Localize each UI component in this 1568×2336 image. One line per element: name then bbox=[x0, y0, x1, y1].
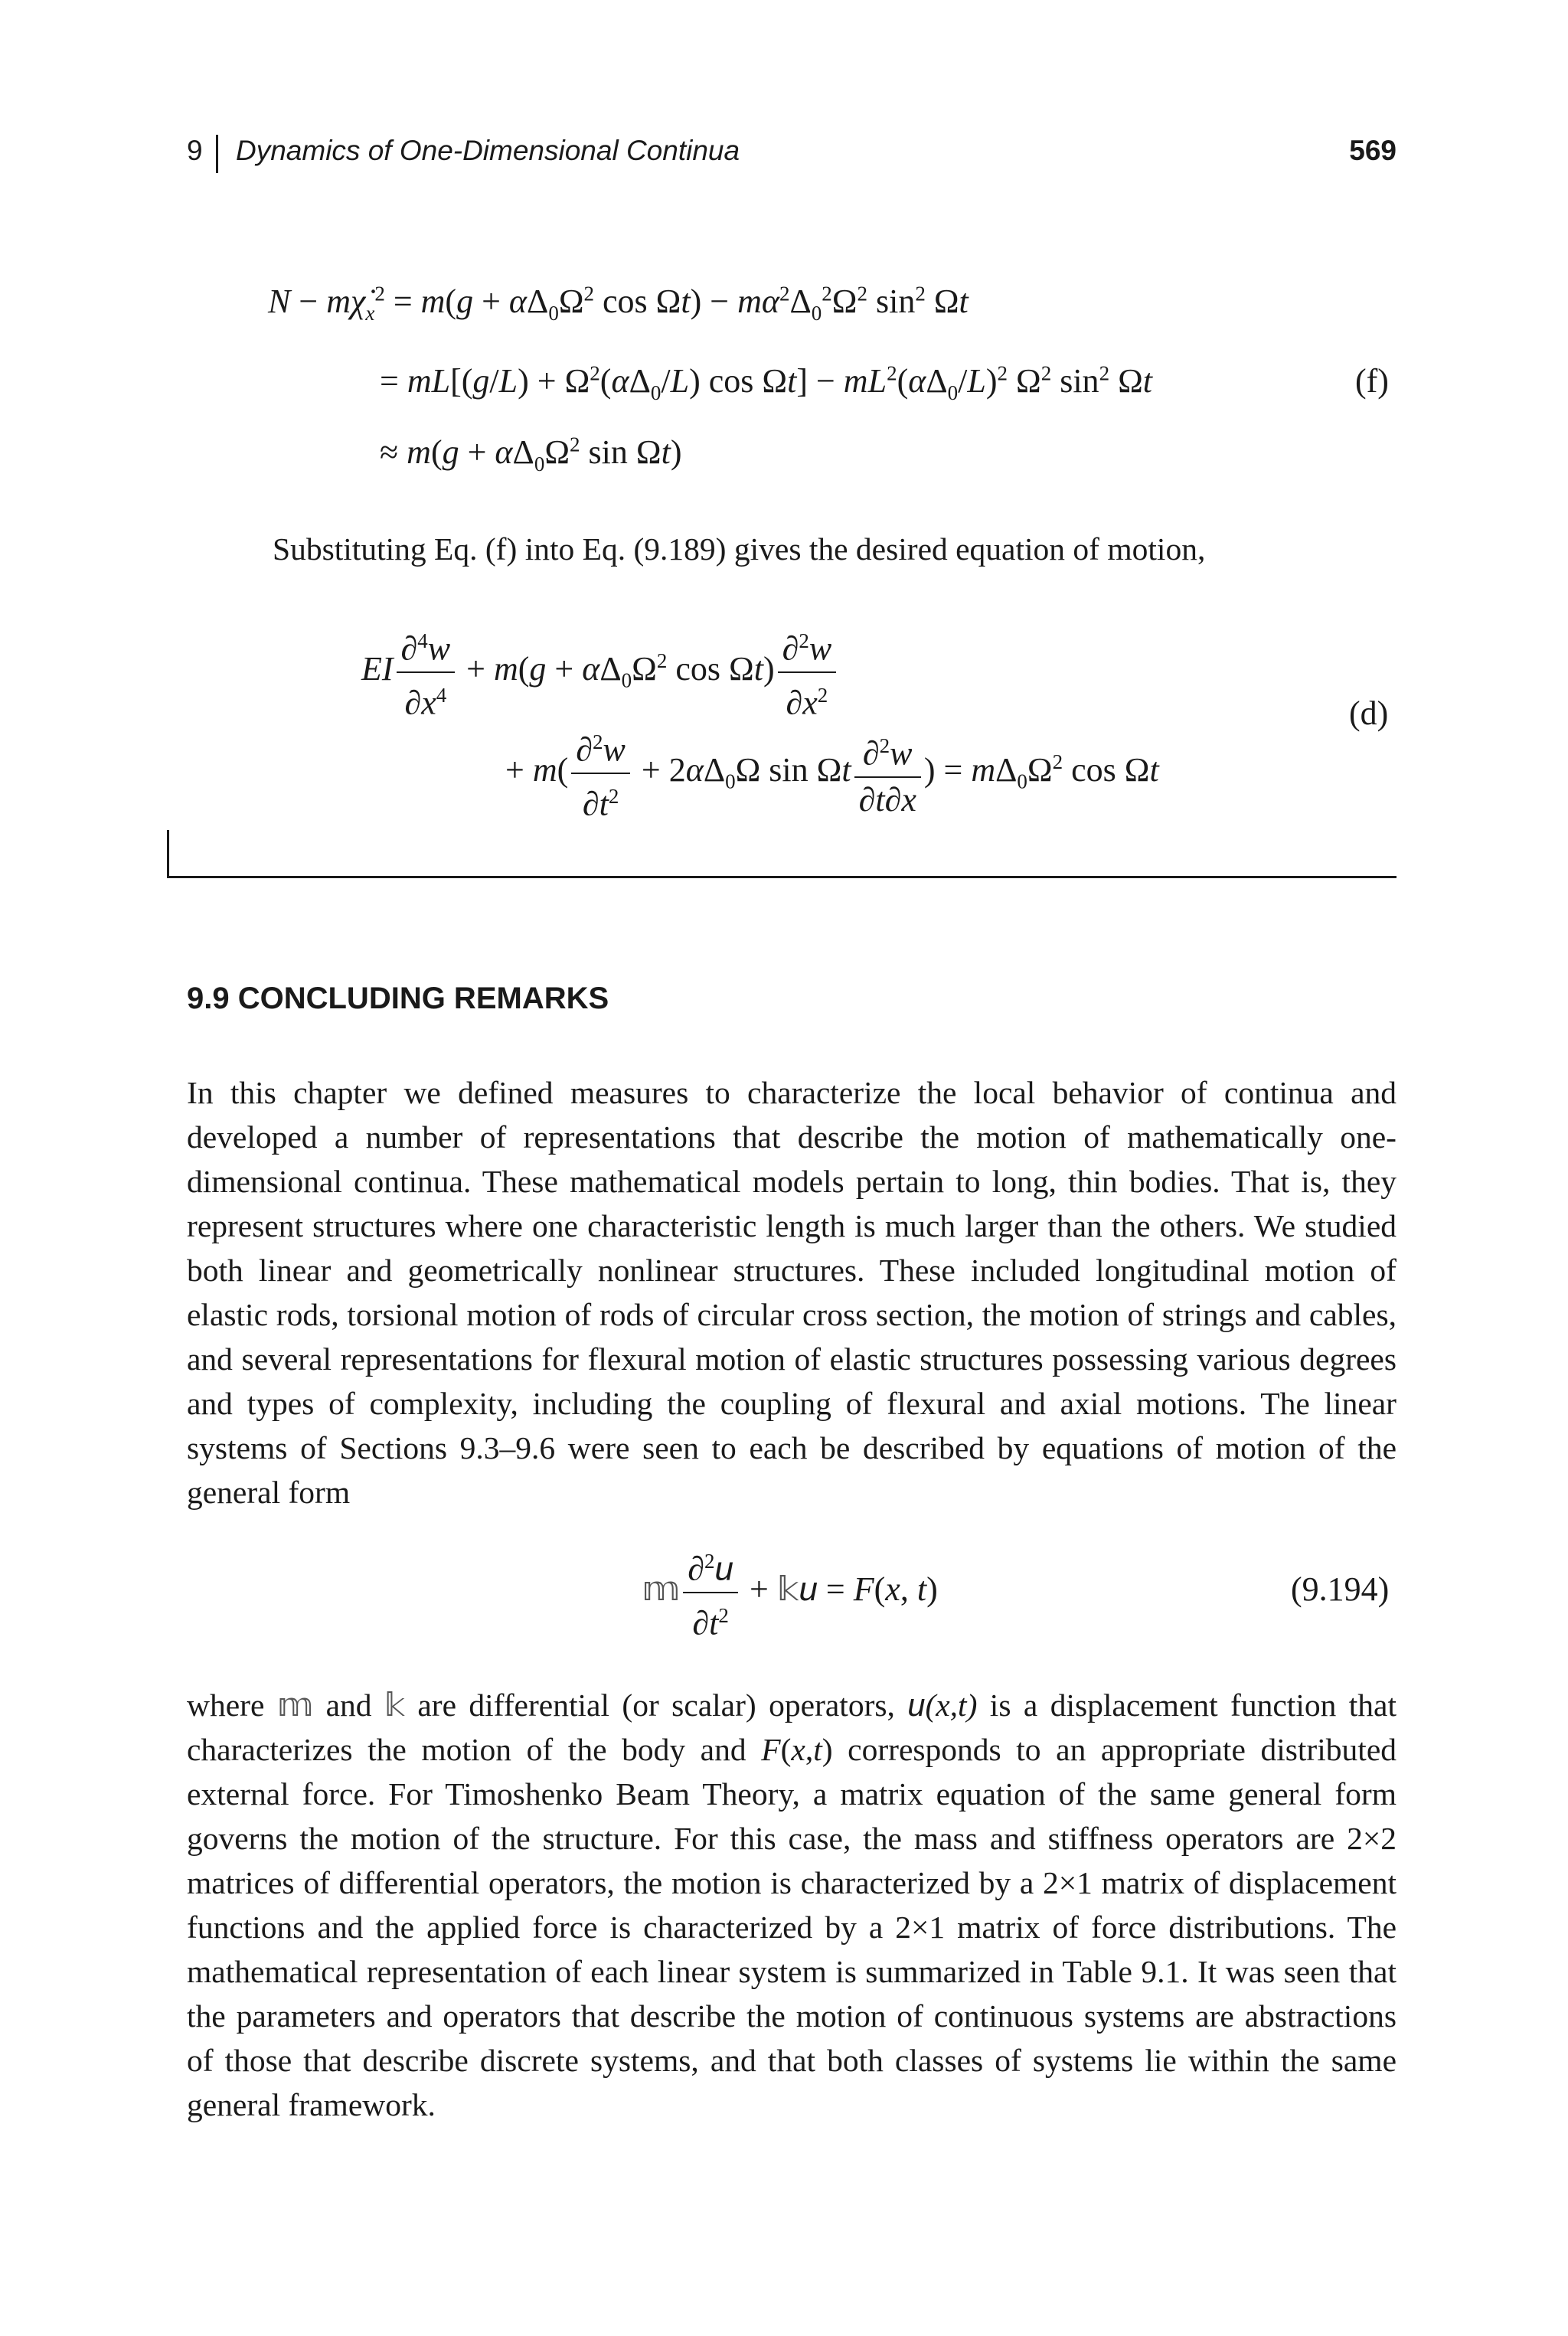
paragraph-2: where 𝕞 and 𝕜 are differential (or scalar) operators, u(x,t) is a displacement function that characterizes the motion of the body and F(x,t) corresponds to an appropriate distributed external force. For Timoshenko Beam Theory, a matrix equation of the same general form governs the motion of the structure. For this case, the mass and stiffness operators are 2×2 matrices of differential operators, the motion is characterized by a 2×1 matrix of displacement functions and the applied force is characterized by a 2×1 matrix of force distributions. The mathematical representation of each linear system is summarized in Table 9.1. It was seen that the parameters and operators that describe the motion of continuous systems are abstractions of those that describe discrete systems, and that both classes of systems lie within the same general framework. bbox=[187, 1686, 1397, 2122]
paragraph-2-text: is a displacement function that characterizes the motion of the body and bbox=[187, 1687, 1396, 1767]
paragraph-2-text: and bbox=[313, 1687, 384, 1723]
equation-f-label: (f) bbox=[1355, 362, 1389, 400]
equation-9-194: 𝕞 $\frac{\partial^2u}{\partial t^2}$ + 𝕜u = F(x, t) bbox=[642, 1539, 938, 1645]
inline-math: 2×2 bbox=[1347, 1821, 1396, 1856]
fraction: $\frac{\partial^2w}{\partial t\partial x}$ bbox=[854, 724, 921, 822]
paragraph-2-text: matrix of displacement functions and the applied force is characterized by a bbox=[187, 1865, 1396, 1945]
example-end-rule-vertical bbox=[167, 830, 169, 877]
equation-d-line-2: + m( $\frac{\partial^2w}{\partial t^2}$ + $2\alpha\Delta_0\Omega$ sin Ωt $\frac{\partial^2w}{\partial t\partial x}$ ) = $m\Delta_0\Omega^2$ cos Ωt bbox=[505, 720, 1159, 826]
equation-f-line-1: $N - m\chi̇_x^2 = m(g + \alpha\Delta_0\Omega^2$ $\cos \Omega t) - m\alpha^2\Delta_0^2\Omega^2$ $\sin^2 \Omega t$ bbox=[268, 282, 969, 325]
equation-d-line-1: EI $\frac{\partial^4w}{\partial x^4}$ + $m(g + \alpha\Delta_0\Omega^2$ cos Ωt) $\frac{\partial^2w}{\partial x^2}$ bbox=[361, 619, 839, 725]
fraction: $\frac{\partial^2u}{\partial t^2}$ bbox=[683, 1539, 738, 1645]
equation-f-line-2: = $mL[(g/L) + \Omega^2(\alpha\Delta_0/L)$ $\cos \Omega t] - mL^2(\alpha\Delta_0/L)^2$ $\Omega^2$ $\sin^2 \Omega t$ bbox=[380, 361, 1152, 404]
page-number: 569 bbox=[1349, 135, 1396, 166]
fraction: $\frac{\partial^2w}{\partial x^2}$ bbox=[778, 619, 837, 725]
paragraph-1: In this chapter we defined measures to characterize the local behavior of continua and developed a number of representations that describe the motion of mathematically one-dimensional continua. These mathematical models pertain to long, thin bodies. That is, they represent structures where one characteristic length is much larger than the others. We studied both linear and geometrically nonlinear structures. These included longitudinal motion of elastic rods, torsional motion of rods of circular cross section, the motion of strings and cables, and several representations for flexural motion of elastic structures possessing various degrees and types of complexity, including the coupling of flexural and axial motions. The linear systems of Sections 9.3–9.6 were seen to each be described by equations of motion of the general form bbox=[187, 1075, 1396, 1510]
paragraph-2-text: matrices of differential operators, the motion is characterized by a bbox=[187, 1865, 1043, 1900]
substitution-text: Substituting Eq. (f) into Eq. (9.189) gives the desired equation of motion, bbox=[273, 531, 1206, 567]
equation-number: (9.194) bbox=[1291, 1570, 1390, 1608]
paragraph-2-text: corresponds to an appropriate distributed external force. For Timoshenko Beam Theory, a matrix equation of the same general form governs the motion of the structure. For this case, the mass and stiffness operators are bbox=[187, 1732, 1396, 1856]
paragraph-2-text: matrix of force distributions. The mathematical representation of each linear system is summarized in Table 9.1. It was seen that the parameters and operators that describe the motion of continuous systems are abstractions of those that describe discrete systems, and that both classes of systems lie within the same general framework. bbox=[187, 1910, 1397, 2122]
inline-math: u bbox=[907, 1687, 926, 1723]
equation-d-label: (d) bbox=[1349, 694, 1389, 732]
mass-operator-symbol: 𝕞 bbox=[642, 1569, 681, 1609]
fraction: $\frac{\partial^4w}{\partial x^4}$ bbox=[397, 619, 456, 725]
paragraph-2-text: where bbox=[187, 1687, 277, 1723]
fraction: $\frac{\partial^2w}{\partial t^2}$ bbox=[571, 720, 630, 826]
stiffness-operator-symbol: 𝕜 bbox=[384, 1686, 405, 1723]
inline-math: 2×1 bbox=[895, 1910, 946, 1945]
paragraph-2-text: are differential (or scalar) operators, bbox=[404, 1687, 908, 1723]
section-heading: 9.9 CONCLUDING REMARKS bbox=[187, 982, 609, 1015]
header-divider bbox=[216, 135, 218, 173]
chapter-title: Dynamics of One-Dimensional Continua bbox=[236, 135, 740, 166]
equation-f-line-3: ≈ $m(g + \alpha\Delta_0\Omega^2$ sin Ωt) bbox=[380, 433, 682, 475]
chapter-number: 9 bbox=[187, 135, 203, 166]
example-end-rule bbox=[167, 876, 1396, 878]
inline-math: 2×1 bbox=[1043, 1865, 1093, 1900]
stiffness-operator-symbol: 𝕜 bbox=[776, 1569, 799, 1609]
running-head bbox=[187, 135, 1396, 173]
mass-operator-symbol: 𝕞 bbox=[276, 1686, 314, 1723]
